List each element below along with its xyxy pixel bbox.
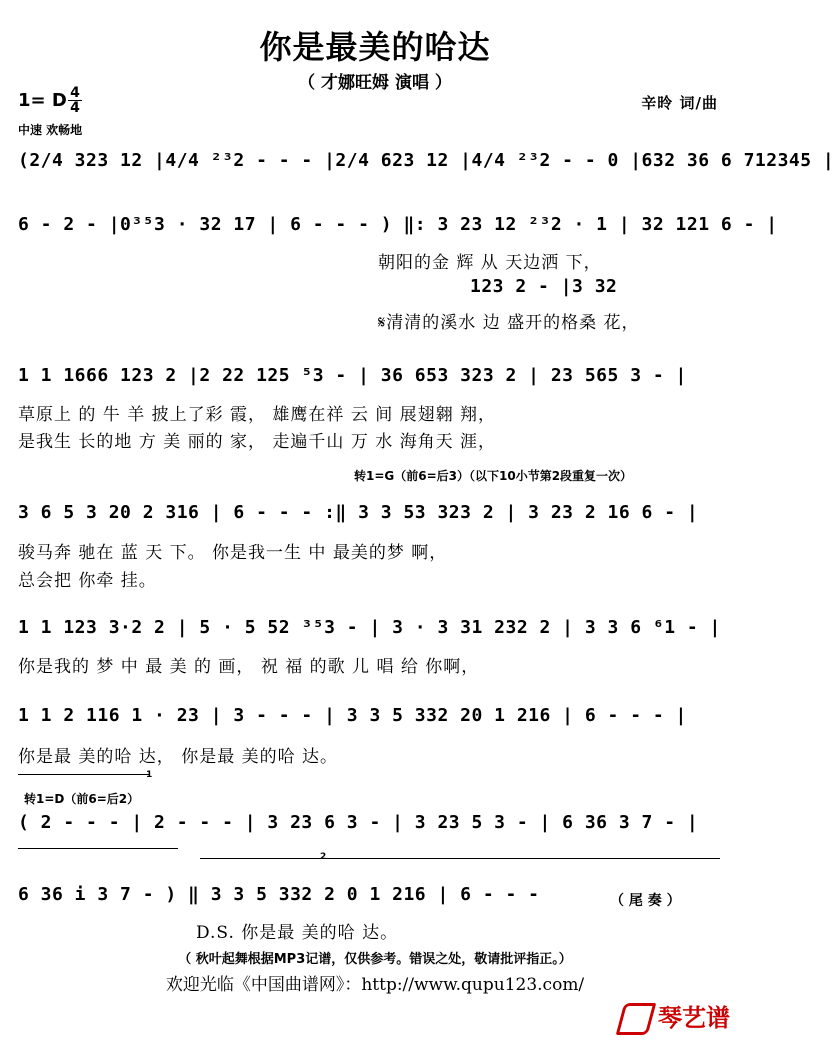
key-signature: 1= D	[18, 90, 67, 111]
score-line-5: 3 6 5 3 20 2 316 | 6 - - - :‖ 3 3 53 323 2 | 3 23 2 16 6 - |	[18, 502, 699, 523]
score-line-2: 6 - 2 - |0³⁵3 · 32 17 | 6 - - - ) ‖: 3 23 12 ²³2 · 1 | 32 121 6 - |	[18, 214, 778, 235]
score-line-4: 1 1 1666 123 2 |2 22 125 ⁵3 - | 36 653 323 2 | 23 565 3 - |	[18, 365, 687, 386]
performer-subtitle: （ 才娜旺姆 演唱 ）	[298, 73, 452, 93]
score-line-9: 6 36 i 3 7 - ) ‖ 3 3 5 332 2 0 1 216 | 6 - - -	[18, 884, 540, 905]
score-line-6: 1 1 123 3·2 2 | 5 · 5 52 ³⁵3 - | 3 · 3 31 232 2 | 3 3 6 ⁶1 - |	[18, 617, 721, 638]
lyric-line-9: D.S. 你是最 美的哈 达。	[196, 923, 399, 943]
page-title: 你是最美的哈达	[259, 28, 491, 66]
volta-1-label: 1	[146, 770, 153, 780]
lyric-line-5b: 总会把 你牵 挂。	[18, 571, 157, 591]
time-signature	[68, 86, 82, 115]
volta-2-label: 2	[320, 852, 327, 862]
transcriber-note: （ 秋叶起舞根据MP3记谱，仅供参考。错误之处，敬请批评指正。）	[178, 952, 572, 967]
site-banner: 欢迎光临《中国曲谱网》：http://www.qupu123.com/	[165, 975, 585, 995]
logo-text: 琴艺谱	[658, 1004, 730, 1032]
score-line-3: 123 2 - |3 32	[470, 276, 618, 297]
lyric-line-4a: 草原上 的 牛 羊 披上了彩 霞， 雄鹰在祥 云 间 展翅翱 翔，	[18, 405, 497, 425]
lyric-line-4b: 是我生 长的地 方 美 丽的 家， 走遍千山 万 水 海角天 涯，	[18, 432, 497, 452]
meter-bottom: 4	[70, 100, 80, 116]
score-line-1: (2/4 323 12 |4/4 ²³2 - - - |2/4 623 12 |4/4 ²³2 - - 0 |632 36 6 712345 |	[18, 150, 834, 171]
lyric-line-2: 朝阳的金 辉 从 天边洒 下，	[378, 253, 602, 273]
outro-label: （ 尾 奏 ）	[610, 893, 681, 909]
modulation-annotation-d: 转1=D（前6=后2）	[24, 792, 140, 806]
lyric-line-3: 𝄋清清的溪水 边 盛开的格桑 花，	[378, 313, 640, 333]
volta-1-close	[18, 848, 178, 849]
score-line-7: 1 1 2 116 1 · 23 | 3 - - - | 3 3 5 332 20 1 216 | 6 - - - |	[18, 705, 687, 726]
volta-2-line	[200, 858, 720, 859]
lyric-line-6: 你是我的 梦 中 最 美 的 画， 祝 福 的歌 儿 唱 给 你啊，	[18, 657, 480, 677]
tempo-marking: 中速 欢畅地	[18, 123, 83, 137]
meter-top: 4	[68, 86, 82, 101]
modulation-annotation-g: 转1=G（前6=后3）（以下10小节第2段重复一次）	[354, 469, 633, 483]
brand-logo	[620, 998, 730, 1035]
logo-icon	[616, 1003, 657, 1035]
score-line-8: ( 2 - - - | 2 - - - | 3 23 6 3 - | 3 23 5 3 - | 6 36 3 7 - |	[18, 812, 699, 833]
volta-1-line	[18, 774, 150, 775]
credits: 辛昤 词/曲	[641, 94, 718, 112]
lyric-line-5a: 骏马奔 驰在 蓝 天 下。 你是我一生 中 最美的梦 啊，	[18, 543, 448, 563]
lyric-line-7: 你是最 美的哈 达， 你是最 美的哈 达。	[18, 747, 339, 767]
